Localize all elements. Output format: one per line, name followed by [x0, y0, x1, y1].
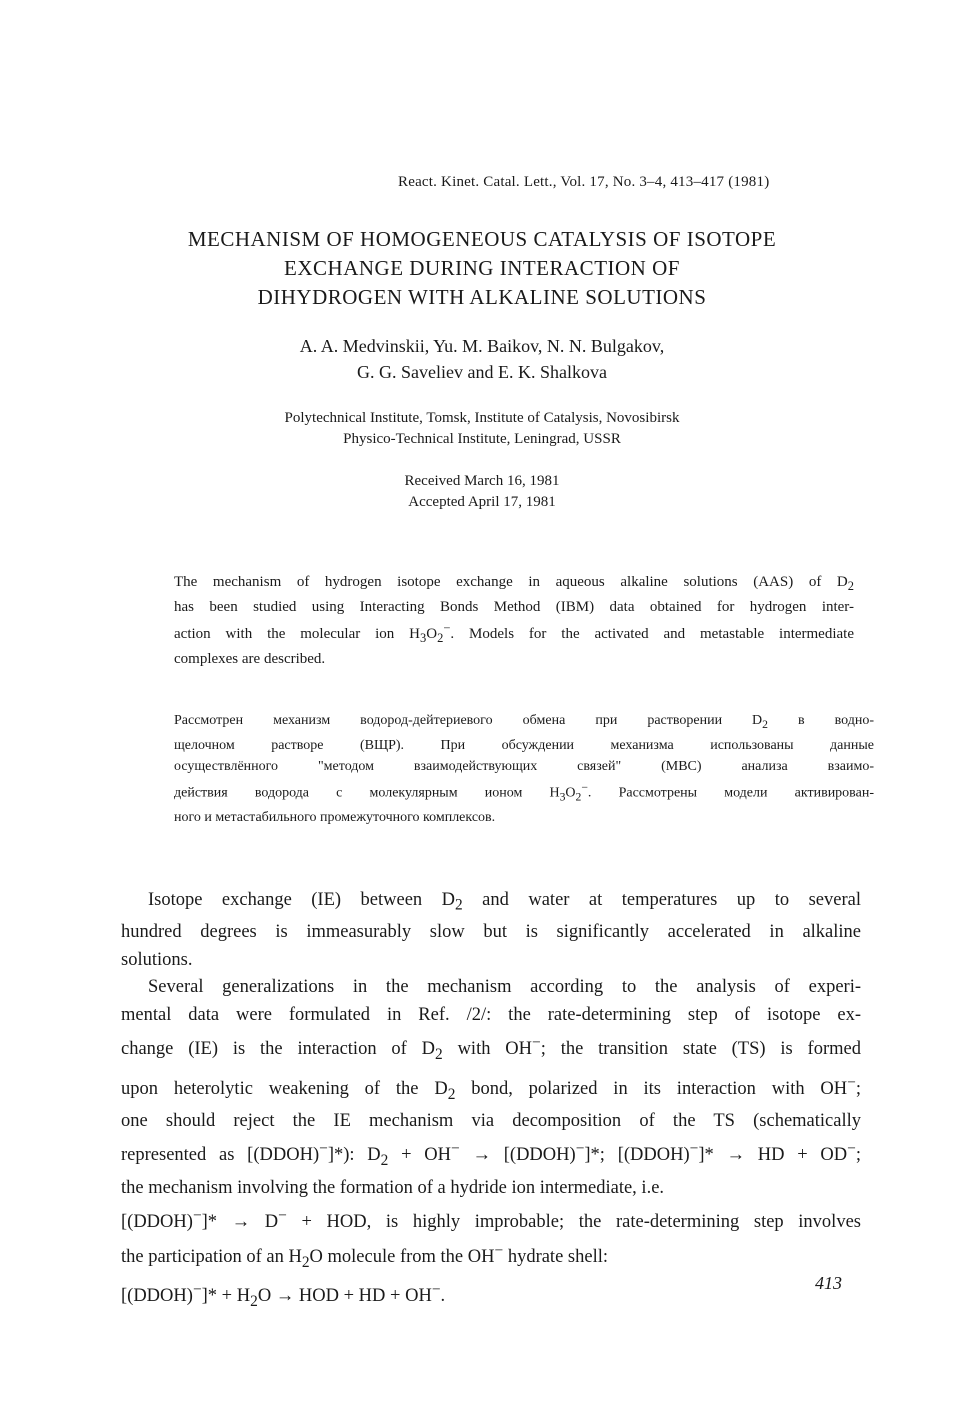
paragraph-1-line-2: hundred degrees is immeasurably slow but is significantly accelerated in alkaline	[121, 922, 861, 943]
affiliation-line-1: Polytechnical Institute, Tomsk, Institute of Catalysis, Novosibirsk	[284, 410, 680, 426]
paragraph-2-line-5: one should reject the IE mechanism via decomposition of the TS (schematically	[121, 1110, 861, 1131]
received-date: Received March 16, 1981	[404, 473, 560, 489]
paper-title	[0, 225, 964, 312]
abstract-ru-line-1: Рассмотрен механизм водород-дейтериевого обмена при растворении $D_2$ в водно-	[174, 713, 874, 731]
abstract-en-line-3: action with the molecular ion $H_3O_2^-$. Models for the activated and metastable intermediate	[174, 621, 854, 645]
title-line-1: MECHANISM OF HOMOGENEOUS CATALYSIS OF ISOTOPE	[187, 227, 777, 251]
journal-reference: React. Kinet. Catal. Lett., Vol. 17, No. 3–4, 413–417 (1981)	[398, 174, 770, 190]
paragraph-2-line-8: [(DDOH)−]* → D− + HOD, is highly improbable; the rate-determining step involves	[121, 1207, 861, 1233]
paragraph-2-line-10: [(DDOH)−]* + $H_2O$ → HOD + HD + OH−.	[121, 1281, 446, 1311]
affiliation-line-2: Physico-Technical Institute, Leningrad, USSR	[343, 431, 621, 447]
title-line-3: DIHYDROGEN WITH ALKALINE SOLUTIONS	[257, 285, 707, 309]
abstract-en-line-1: The mechanism of hydrogen isotope exchange in aqueous alkaline solutions (AAS) of $D_2$	[174, 574, 854, 593]
paragraph-2-line-4: upon heterolytic weakening of the $D_2$ bond, polarized in its interaction with OH−;	[121, 1073, 861, 1103]
body-text	[121, 887, 861, 1316]
abstract-ru-line-2: щелочном растворе (ВЩР). При обсуждении механизма использованы данные	[174, 737, 874, 753]
paragraph-2-line-3: change (IE) is the interaction of $D_2$ with OH−; the transition state (TS) is formed	[121, 1034, 861, 1064]
authors-line-1: A. A. Medvinskii, Yu. M. Baikov, N. N. Bulgakov,	[299, 336, 665, 356]
abstract-en-line-4: complexes are described.	[174, 651, 326, 667]
page-number: 413	[815, 1273, 842, 1293]
paragraph-2-line-6: represented as [(DDOH)−]*): $D_2 + OH^-$ → [(DDOH)−]*; [(DDOH)−]* → HD + OD−;	[121, 1140, 861, 1170]
abstract-ru-line-3: осуществлённого "методом взаимодействующих связей" (МВС) анализа взаимо-	[174, 758, 874, 774]
paragraph-1-line-3: solutions.	[121, 949, 193, 970]
submission-dates	[0, 471, 964, 513]
accepted-date: Accepted April 17, 1981	[408, 494, 556, 510]
abstract-en-line-2: has been studied using Interacting Bonds Method (IBM) data obtained for hydrogen inter-	[174, 599, 854, 615]
abstract-english	[174, 572, 854, 670]
abstract-ru-line-5: ного и метастабильного промежуточного комплексов.	[174, 810, 496, 826]
authors-line-2: G. G. Saveliev and E. K. Shalkova	[357, 362, 607, 382]
affiliations	[0, 408, 964, 450]
abstract-russian	[174, 710, 874, 828]
title-line-2: EXCHANGE DURING INTERACTION OF	[284, 256, 680, 280]
paragraph-2-line-2: mental data were formulated in Ref. /2/: the rate-determining step of isotope ex-	[121, 1004, 861, 1025]
authors	[0, 333, 964, 385]
abstract-ru-line-4: действия водорода с молекулярным ионом $H_3O_2^-$. Рассмотрены модели активирован-	[174, 780, 874, 804]
paragraph-2-line-7: the mechanism involving the formation of a hydride ion intermediate, i.e.	[121, 1177, 665, 1198]
paragraph-2-line-1: Several generalizations in the mechanism according to the analysis of experi-	[148, 977, 861, 998]
paragraph-1-line-1: Isotope exchange (IE) between $D_2$ and water at temperatures up to several	[148, 890, 861, 914]
paragraph-2-line-9: the participation of an $H_2O$ molecule from the OH− hydrate shell:	[121, 1241, 608, 1271]
